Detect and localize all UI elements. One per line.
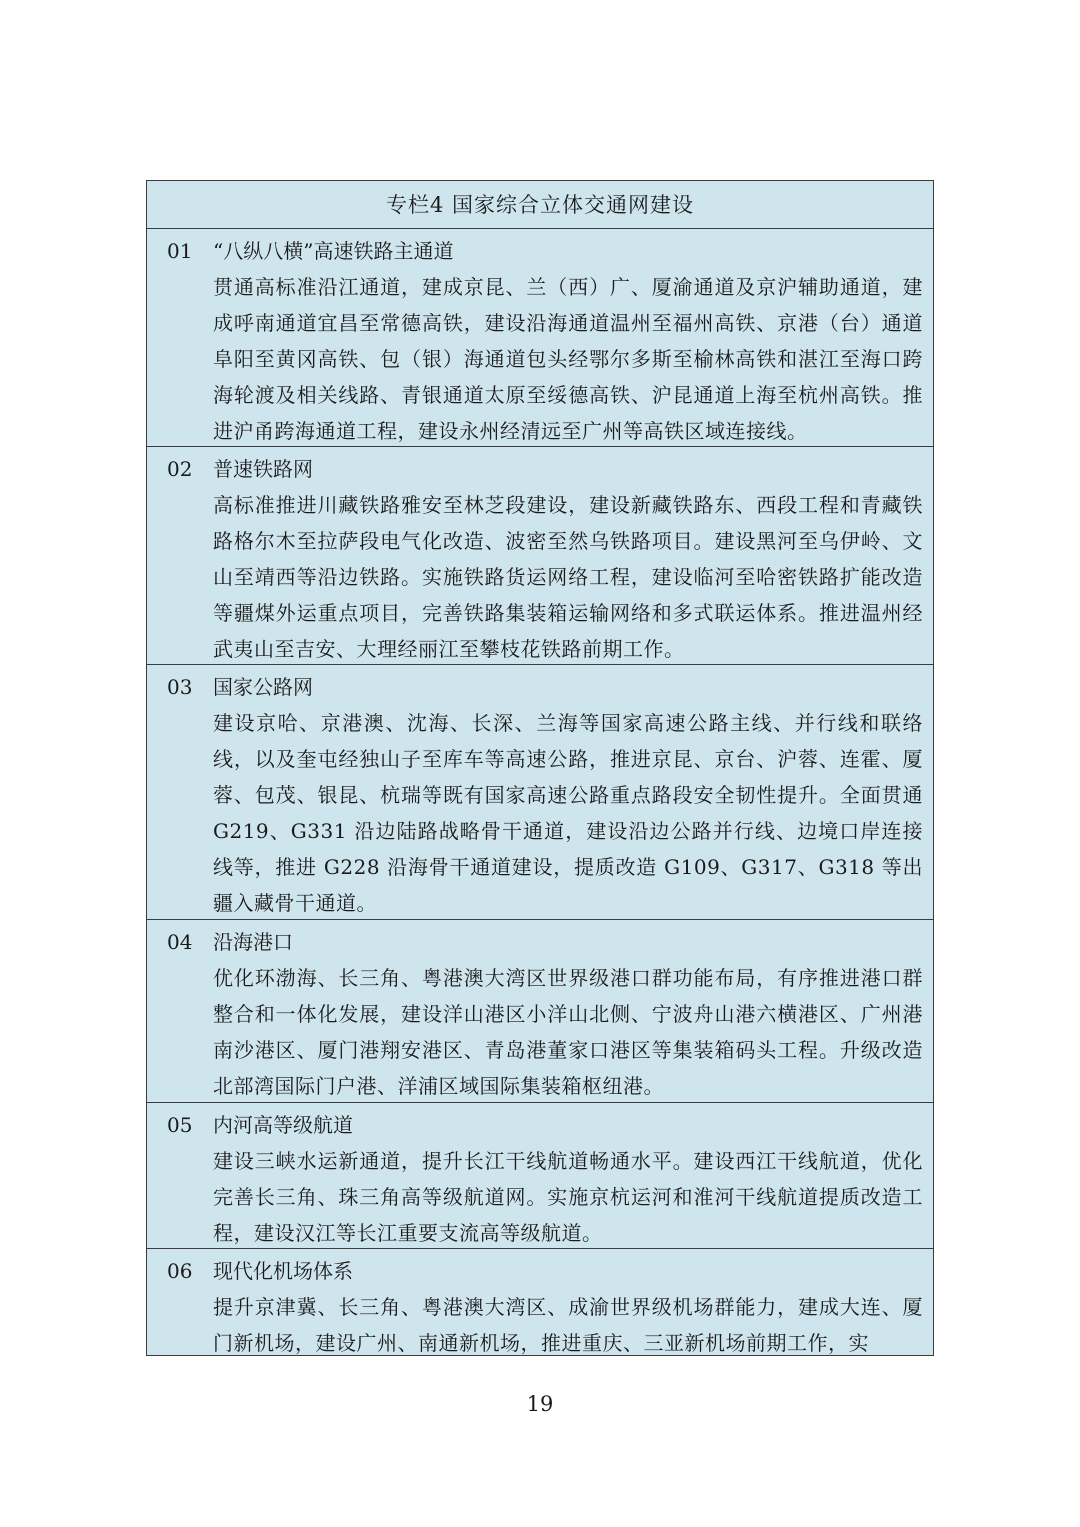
section-number: 06 — [167, 1259, 193, 1283]
section-title: 现代化机场体系 — [213, 1259, 353, 1283]
section-number: 04 — [167, 930, 193, 954]
section-national-highway — [147, 665, 933, 920]
section-title: 普速铁路网 — [213, 457, 313, 481]
section-coastal-ports — [147, 920, 933, 1103]
section-body: 高标准推进川藏铁路雅安至林芝段建设，建设新藏铁路东、西段工程和青藏铁路格尔木至拉萨段电气化改造、波密至然乌铁路项目。建设黑河至乌伊岭、文山至靖西等沿边铁路。实施铁路货运网络工程，建设临河至哈密铁路扩能改造等疆煤外运重点项目，完善铁路集装箱运输网络和多式联运体系。推进温州经武夷山至吉安、大理经丽江至攀枝花铁路前期工作。 — [213, 493, 923, 661]
section-body: 优化环渤海、长三角、粤港澳大湾区世界级港口群功能布局，有序推进港口群整合和一体化发展，建设洋山港区小洋山北侧、宁波舟山港六横港区、广州港南沙港区、厦门港翔安港区、青岛港董家口港区等集装箱码头工程。升级改造北部湾国际门户港、洋浦区域国际集装箱枢纽港。 — [213, 966, 923, 1098]
section-body: 建设京哈、京港澳、沈海、长深、兰海等国家高速公路主线、并行线和联络线，以及奎屯经独山子至库车等高速公路，推进京昆、京台、沪蓉、连霍、厦蓉、包茂、银昆、杭瑞等既有国家高速公路重点路段安全韧性提升。全面贯通 G219、G331 沿边陆路战略骨干通道，建设沿边公路并行线、边境口岸连接线等，推进 G228 沿海骨干通道建设，提质改造 G109、G317、G318 等出疆入藏骨干通道。 — [213, 711, 923, 915]
section-heading — [167, 1107, 923, 1143]
section-title: 沿海港口 — [213, 930, 293, 954]
section-conventional-rail — [147, 447, 933, 665]
section-heading — [167, 924, 923, 960]
page-number: 19 — [526, 1392, 554, 1416]
section-title: 国家公路网 — [213, 675, 313, 699]
section-heading — [167, 451, 923, 487]
section-number: 01 — [167, 239, 193, 263]
special-column-box — [146, 180, 934, 1356]
section-inland-waterways — [147, 1103, 933, 1249]
section-number: 05 — [167, 1113, 193, 1137]
section-heading — [167, 669, 923, 705]
special-column-title: 专栏4 国家综合立体交通网建设 — [147, 181, 933, 229]
section-high-speed-rail — [147, 229, 933, 447]
section-title: 内河高等级航道 — [213, 1113, 353, 1137]
section-body: 提升京津冀、长三角、粤港澳大湾区、成渝世界级机场群能力，建成大连、厦门新机场，建设广州、南通新机场，推进重庆、三亚新机场前期工作，实 — [213, 1295, 923, 1355]
section-title: “八纵八横”高速铁路主通道 — [213, 239, 454, 263]
section-heading — [167, 233, 923, 269]
section-number: 02 — [167, 457, 193, 481]
section-body: 贯通高标准沿江通道，建成京昆、兰（西）广、厦渝通道及京沪辅助通道，建成呼南通道宜昌至常德高铁，建设沿海通道温州至福州高铁、京港（台）通道阜阳至黄冈高铁、包（银）海通道包头经鄂尔多斯至榆林高铁和湛江至海口跨海轮渡及相关线路、青银通道太原至绥德高铁、沪昆通道上海至杭州高铁。推进沪甬跨海通道工程，建设永州经清远至广州等高铁区域连接线。 — [213, 275, 923, 443]
section-body: 建设三峡水运新通道，提升长江干线航道畅通水平。建设西江干线航道，优化完善长三角、珠三角高等级航道网。实施京杭运河和淮河干线航道提质改造工程，建设汉江等长江重要支流高等级航道。 — [213, 1149, 923, 1245]
section-airport-system — [147, 1249, 933, 1356]
section-number: 03 — [167, 675, 193, 699]
section-heading — [167, 1253, 923, 1289]
